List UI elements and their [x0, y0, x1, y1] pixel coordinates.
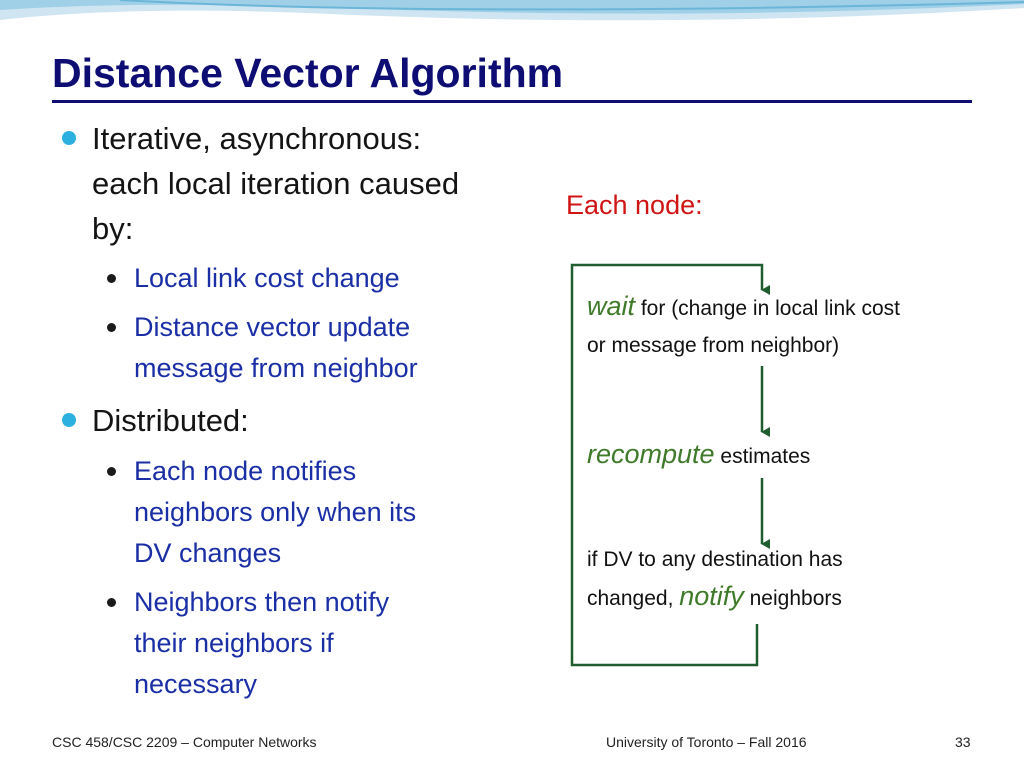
sub-bullet-line: DV changes — [134, 538, 282, 568]
title-underline — [52, 100, 972, 103]
sub-bullet-notifies — [134, 451, 416, 574]
sub-bullet-line: necessary — [134, 669, 258, 699]
keyword-wait: wait — [587, 291, 636, 321]
step-notify-line-2 — [587, 578, 843, 617]
step-recompute-text: estimates — [714, 445, 811, 468]
sub-bullet-line: message from neighbor — [134, 353, 418, 383]
footer-university: University of Toronto – Fall 2016 — [606, 734, 807, 750]
bullet-dot-icon — [62, 131, 76, 145]
keyword-recompute: recompute — [587, 439, 715, 469]
sub-bullet-line: Local link cost change — [134, 263, 400, 293]
slide-title: Distance Vector Algorithm — [52, 50, 564, 96]
sub-bullet-line: neighbors only when its — [134, 497, 417, 527]
step-notify-text-a: changed, — [587, 587, 680, 610]
bullet-line: Iterative, asynchronous: — [92, 121, 422, 156]
header-wave-decoration — [0, 0, 1024, 48]
sub-bullet-dot-icon — [107, 323, 116, 332]
sub-bullet-neighbors-notify — [134, 582, 389, 705]
bullet-iterative — [92, 116, 459, 251]
step-notify-line-1: if DV to any destination has — [587, 548, 843, 571]
sub-bullet-line: Neighbors then notify — [134, 587, 390, 617]
step-wait-line-2: or message from neighbor) — [587, 334, 840, 357]
sub-bullet-dot-icon — [107, 274, 116, 283]
step-recompute — [587, 436, 810, 475]
bullet-line: each local iteration caused — [92, 166, 460, 201]
sub-bullet-dot-icon — [107, 467, 116, 476]
sub-bullet-line: Distance vector update — [134, 312, 411, 342]
bullet-line: Distributed: — [92, 403, 249, 438]
sub-bullet-dv-update — [134, 307, 418, 389]
slide-number: 33 — [955, 734, 971, 750]
keyword-notify: notify — [679, 581, 744, 611]
step-wait-line-1 — [587, 288, 900, 327]
sub-bullet-dot-icon — [107, 598, 116, 607]
footer-course: CSC 458/CSC 2209 – Computer Networks — [52, 734, 317, 750]
step-wait — [587, 288, 900, 364]
bullet-distributed — [92, 398, 249, 443]
sub-bullet-line: Each node notifies — [134, 456, 357, 486]
step-notify-text-b: neighbors — [743, 587, 842, 610]
step-wait-text: for (change in local link cost — [635, 297, 900, 320]
bullet-dot-icon — [62, 413, 76, 427]
bullet-line: by: — [92, 211, 134, 246]
step-notify — [587, 541, 843, 617]
diagram-heading: Each node: — [566, 190, 703, 220]
sub-bullet-link-cost — [134, 258, 400, 299]
sub-bullet-line: their neighbors if — [134, 628, 334, 658]
